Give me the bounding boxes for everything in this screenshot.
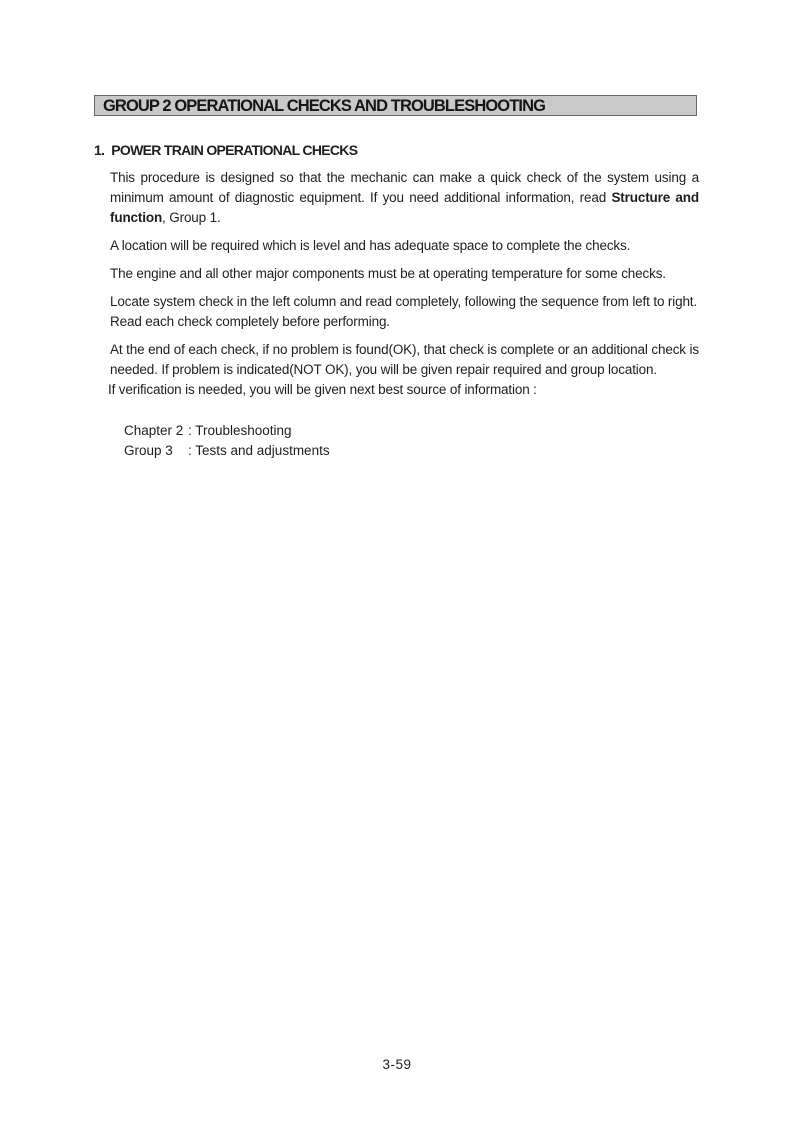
- paragraph-sequence-line-2: Read each check completely before performing.: [110, 314, 390, 329]
- paragraph-sequence: [110, 292, 699, 332]
- reference-description: : Troubleshooting: [188, 423, 292, 438]
- paragraph-intro: [110, 168, 699, 228]
- reference-name: Group 3: [124, 443, 173, 458]
- paragraph-intro-tail: , Group 1.: [162, 210, 221, 225]
- reference-name: Chapter 2: [124, 423, 184, 438]
- reference-bold-text: Structure and function: [110, 190, 699, 225]
- paragraph-results-text: At the end of each check, if no problem is found(OK), that check is complete or an additional check is needed. If problem is indicated(NOT OK), you will be given repair required and group location.: [110, 342, 699, 377]
- paragraph-results-tail: If verification is needed, you will be given next best source of information :: [108, 382, 537, 397]
- section-heading: [94, 140, 357, 160]
- paragraph-results: [110, 340, 699, 400]
- group-title: GROUP 2 OPERATIONAL CHECKS AND TROUBLESHOOTING: [103, 97, 546, 115]
- reference-list: [124, 421, 330, 461]
- paragraph-location: A location will be required which is level and has adequate space to complete the checks.: [110, 238, 631, 253]
- reference-description: : Tests and adjustments: [188, 443, 330, 458]
- paragraph-temperature: The engine and all other major components must be at operating temperature for some checks.: [110, 266, 666, 281]
- body-text: [110, 168, 699, 408]
- paragraph-sequence-line-1: Locate system check in the left column and read completely, following the sequence from left to right.: [110, 294, 698, 309]
- reference-item: [124, 441, 330, 461]
- section-number: 1.: [94, 142, 105, 158]
- reference-item: [124, 421, 330, 441]
- paragraph-intro-text: This procedure is designed so that the mechanic can make a quick check of the system using a minimum amount of diagnostic equipment. If you need additional information, read: [110, 170, 699, 205]
- group-header-bar: [94, 95, 697, 116]
- page-number: 3-59: [382, 1057, 412, 1072]
- section-title: POWER TRAIN OPERATIONAL CHECKS: [111, 142, 358, 158]
